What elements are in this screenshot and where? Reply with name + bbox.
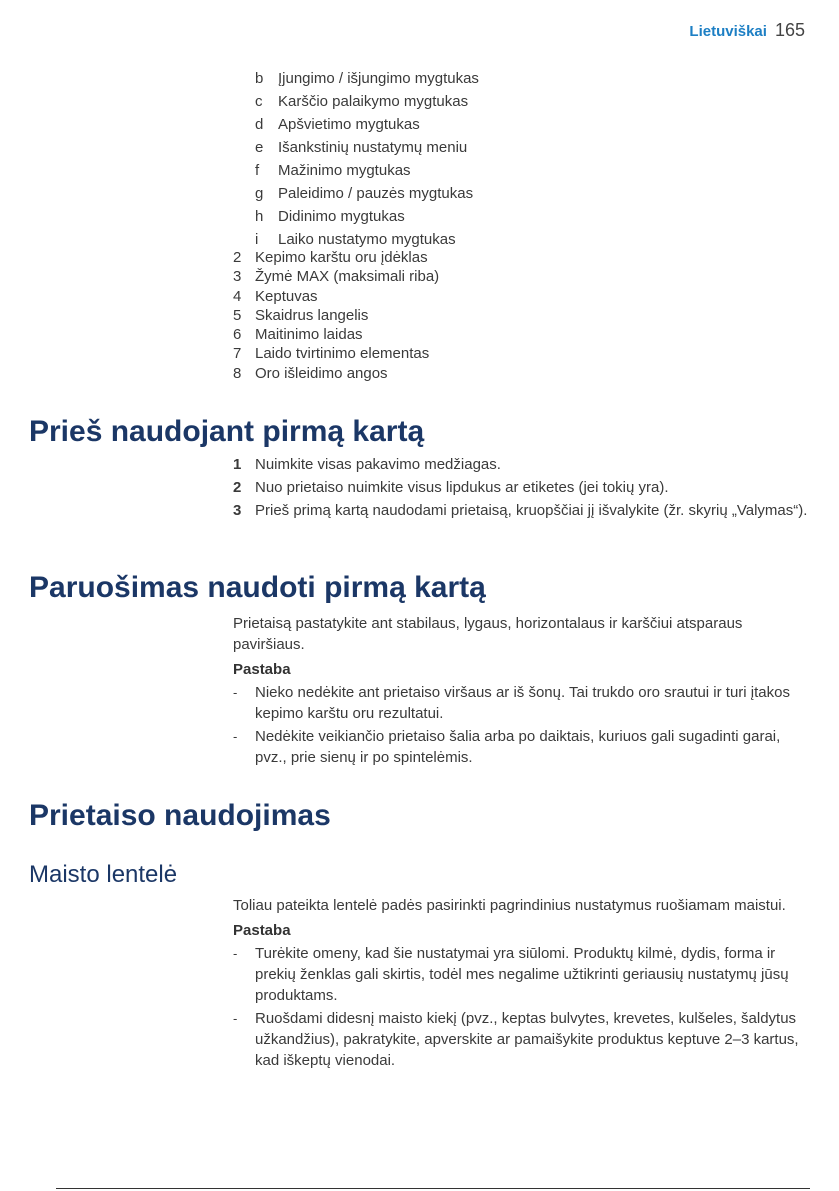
parts-list: [233, 248, 813, 383]
item-text: Laiko nustatymo mygtukas: [278, 231, 456, 248]
item-letter: d: [255, 116, 264, 133]
bullet-item: [233, 1008, 813, 1071]
bullet-text: Nieko nedėkite ant prietaiso viršaus ar iš šonų. Tai trukdo oro srautui ir turi įtakos kepimo karštu oru rezultatui.: [255, 684, 790, 722]
item-letter: b: [255, 70, 264, 87]
item-letter: g: [255, 185, 264, 202]
item-number: 7: [233, 345, 242, 363]
item-text: Oro išleidimo angos: [255, 364, 388, 382]
first-use-steps: [233, 454, 813, 523]
item-text: Paleidimo / pauzės mygtukas: [278, 185, 474, 202]
page-header: [689, 20, 805, 41]
list-item: [255, 90, 815, 113]
paragraph: Toliau pateikta lentelė padės pasirinkti pagrindinius nustatymus ruošiamam maistui.: [233, 897, 786, 914]
item-letter: c: [255, 93, 263, 110]
item-number: 2: [233, 249, 242, 266]
section-title-preparation: Paruošimas naudoti pirmą kartą: [29, 571, 486, 604]
footer-divider: [56, 1188, 810, 1189]
item-text: Keptuvas: [255, 287, 318, 305]
item-text: Išankstinių nustatymų meniu: [278, 139, 468, 156]
step-number: 2: [233, 479, 242, 496]
item-letter: e: [255, 139, 264, 156]
list-item: [255, 113, 815, 136]
bullet-item: [233, 943, 813, 1006]
item-text: Žymė MAX (maksimali riba): [255, 268, 440, 286]
bullet-text: Turėkite omeny, kad šie nustatymai yra siūlomi. Produktų kilmė, dydis, forma ir prekių ženklas gali skirtis, todėl mes negalime užtikrinti geriausių nustatymų jūsų produktams.: [255, 945, 789, 1004]
item-text: Maitinimo laidas: [255, 326, 363, 344]
step-item: [233, 500, 813, 521]
item-text: Laido tvirtinimo elementas: [255, 345, 430, 363]
step-number: 3: [233, 502, 242, 519]
step-text: Nuimkite visas pakavimo medžiagas.: [255, 456, 501, 473]
bullet-dash: -: [233, 946, 238, 961]
step-text: Prieš primą kartą naudodami prietaisą, kruopščiai jį išvalykite (žr. skyrių „Valymas“).: [255, 502, 808, 519]
item-number: 6: [233, 326, 242, 344]
list-item: [233, 344, 813, 363]
item-text: Kepimo karštu oru įdėklas: [255, 249, 428, 266]
list-item: [233, 248, 813, 267]
section-title-using-appliance: Prietaiso naudojimas: [29, 799, 331, 832]
bullet-dash: -: [233, 1011, 238, 1026]
page-number: 165: [774, 20, 805, 40]
list-item: [233, 306, 813, 325]
item-number: 5: [233, 306, 242, 324]
item-text: Mažinimo mygtukas: [278, 162, 411, 179]
bullet-item: [233, 726, 813, 768]
item-letter: f: [255, 162, 260, 179]
item-letter: h: [255, 208, 264, 225]
food-table-body: [233, 895, 813, 1073]
list-item: [255, 205, 815, 228]
step-item: [233, 454, 813, 475]
paragraph: Prietaisą pastatykite ant stabilaus, lygaus, horizontalaus ir karščiui atsparaus paviršiaus.: [233, 615, 743, 653]
control-panel-sublist: [255, 67, 815, 251]
list-item: [255, 136, 815, 159]
step-text: Nuo prietaiso nuimkite visus lipdukus ar etiketes (jei tokių yra).: [255, 479, 669, 496]
header-language: Lietuviškai: [689, 23, 767, 40]
list-item: [233, 267, 813, 286]
preparation-body: [233, 613, 813, 770]
item-number: 3: [233, 268, 242, 286]
bullet-text: Nedėkite veikiančio prietaiso šalia arba po daiktais, kuriuos gali sugadinti garai, pvz., prie sienų ir po spintelėmis.: [255, 728, 781, 766]
item-text: Didinimo mygtukas: [278, 208, 405, 225]
list-item: [255, 182, 815, 205]
bullet-dash: -: [233, 685, 238, 700]
step-number: 1: [233, 456, 242, 473]
subsection-title-food-table: Maisto lentelė: [29, 861, 178, 888]
bullet-item: [233, 682, 813, 724]
item-text: Apšvietimo mygtukas: [278, 116, 420, 133]
step-item: [233, 477, 813, 498]
item-text: Įjungimo / išjungimo mygtukas: [278, 70, 479, 87]
bullet-dash: -: [233, 729, 238, 744]
item-text: Karščio palaikymo mygtukas: [278, 93, 469, 110]
list-item: [255, 159, 815, 182]
note-label: Pastaba: [233, 661, 291, 678]
note-label: Pastaba: [233, 922, 291, 939]
bullet-text: Ruošdami didesnį maisto kiekį (pvz., keptas bulvytes, krevetes, kulšeles, šaldytus užkandžius), pakratykite, apverskite ar pamaišykite produktus keptuve 2–3 kartus, kad iškeptų vienodai.: [255, 1010, 799, 1069]
list-item: [233, 325, 813, 344]
list-item: [233, 287, 813, 306]
item-letter: i: [255, 231, 259, 248]
list-item: [233, 364, 813, 383]
item-text: Skaidrus langelis: [255, 306, 369, 324]
list-item: [255, 67, 815, 90]
item-number: 4: [233, 287, 242, 305]
section-title-before-first-use: Prieš naudojant pirmą kartą: [29, 415, 425, 448]
item-number: 8: [233, 364, 242, 382]
